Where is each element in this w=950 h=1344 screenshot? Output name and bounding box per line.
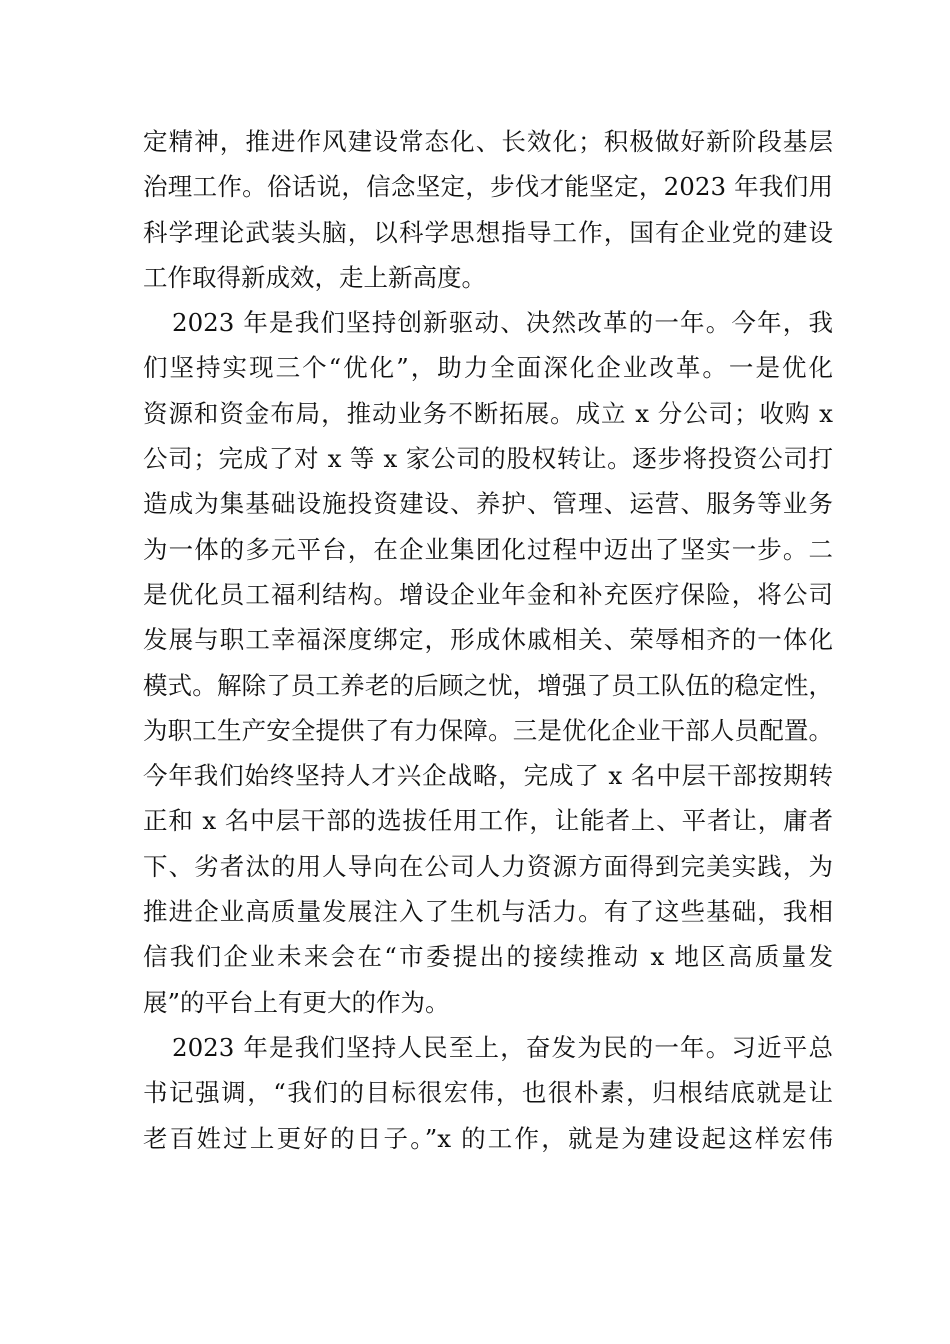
text-line: 老百姓过上更好的日子。”x 的工作，就是为建设起这样宏伟 [143,1123,833,1153]
text-line: 书记强调，“我们的目标很宏伟，也很朴素，归根结底就是让 [143,1078,833,1108]
text-line: 是优化员工福利结构。增设企业年金和补充医疗保险，将公司 [143,579,833,609]
text-line: 为一体的多元平台，在企业集团化过程中迈出了坚实一步。二 [143,534,833,564]
text-line: 科学理论武装头脑，以科学思想指导工作，国有企业党的建设 [143,217,833,247]
text-line: 模式。解除了员工养老的后顾之忧，增强了员工队伍的稳定性， [143,670,833,700]
text-line: 们坚持实现三个“优化”，助力全面深化企业改革。一是优化 [143,353,833,383]
text-line: 定精神，推进作风建设常态化、长效化；积极做好新阶段基层 [143,127,833,156]
text-line: 公司；完成了对 x 等 x 家公司的股权转让。逐步将投资公司打 [143,444,833,474]
text-line: 工作取得新成效，走上新高度。 [143,262,486,292]
text-line: 下、劣者汰的用人导向在公司人力资源方面得到完美实践，为 [143,851,833,881]
text-line: 推进企业高质量发展注入了生机与活力。有了这些基础，我相 [143,897,833,927]
text-line: 2023 年是我们坚持创新驱动、决然改革的一年。今年，我 [172,308,833,338]
text-line: 治理工作。俗话说，信念坚定，步伐才能坚定，2023 年我们用 [143,172,833,202]
text-line: 造成为集基础设施投资建设、养护、管理、运营、服务等业务 [143,489,833,519]
text-line: 资源和资金布局，推动业务不断拓展。成立 x 分公司；收购 x [143,398,833,428]
text-line: 信我们企业未来会在“市委提出的接续推动 x 地区高质量发 [143,942,833,972]
text-line: 2023 年是我们坚持人民至上，奋发为民的一年。习近平总 [172,1032,833,1062]
text-line: 今年我们始终坚持人才兴企战略，完成了 x 名中层干部按期转 [143,761,833,791]
document-body [143,119,833,1161]
text-line: 展”的平台上有更大的作为。 [143,987,450,1017]
text-line: 正和 x 名中层干部的选拔任用工作，让能者上、平者让，庸者 [143,806,833,836]
text-line: 为职工生产安全提供了有力保障。三是优化企业干部人员配置。 [143,715,833,745]
text-line: 发展与职工幸福深度绑定，形成休戚相关、荣辱相齐的一体化 [143,625,833,655]
